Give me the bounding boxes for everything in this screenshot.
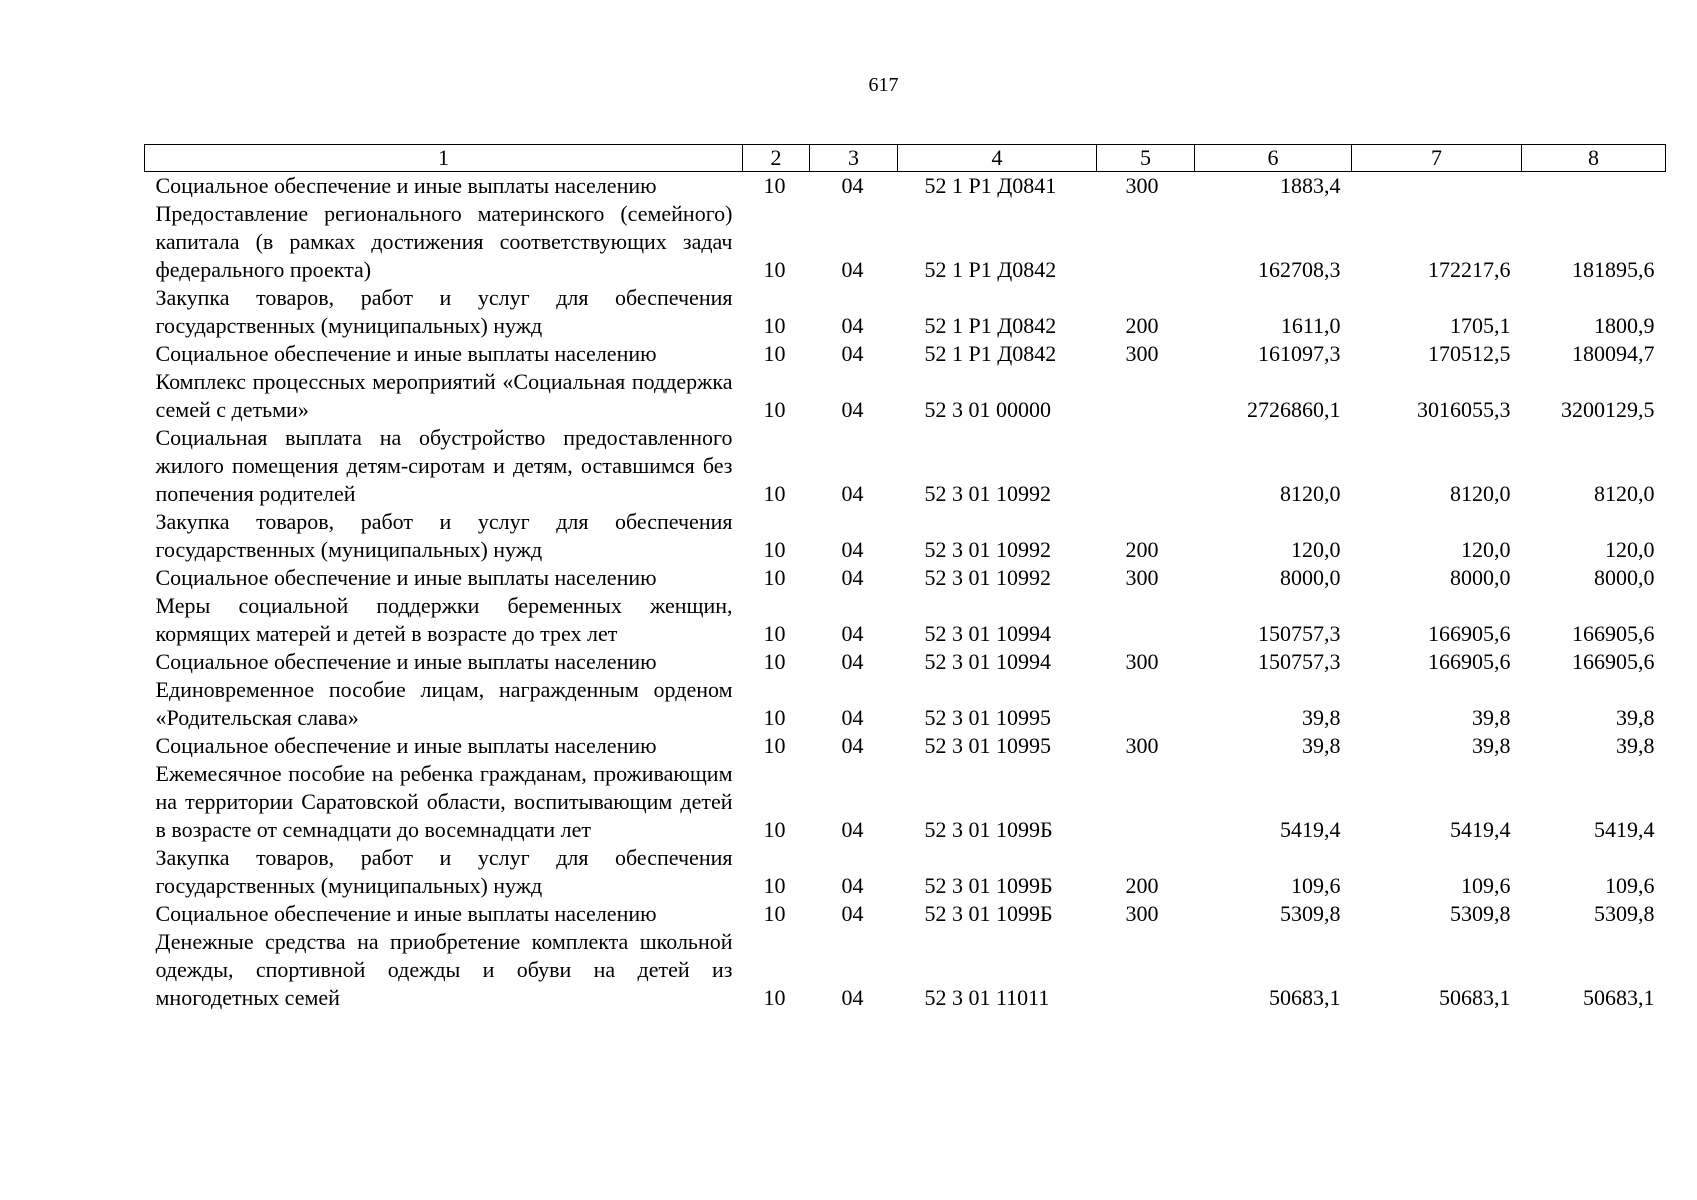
table-row bbox=[145, 424, 1666, 508]
table-header bbox=[145, 145, 1666, 172]
row-amount-year2-cell: 39,8 bbox=[1472, 705, 1511, 730]
row-section-cell: 10 bbox=[763, 341, 786, 366]
row-section-cell: 10 bbox=[763, 565, 786, 590]
row-name-cell: Предоставление регионального материнского (семейного) капитала (в рамках достижения соответствующих задач федерального проекта) bbox=[155, 201, 733, 282]
row-subsection-cell: 04 bbox=[841, 621, 864, 646]
row-amount-year3-cell: 1800,9 bbox=[1594, 313, 1655, 338]
row-name-cell: Социальная выплата на обустройство предоставленного жилого помещения детям-сиротам и детям, оставшимся без попечения родителей bbox=[155, 425, 733, 506]
row-target-code-cell: 52 3 01 10994 bbox=[924, 649, 1051, 674]
row-expense-type-cell: 200 bbox=[1125, 537, 1159, 562]
row-subsection-cell: 04 bbox=[841, 341, 864, 366]
budget-table bbox=[144, 144, 1666, 1012]
row-section-cell: 10 bbox=[763, 705, 786, 730]
row-expense-type-cell bbox=[1097, 424, 1195, 508]
table-row bbox=[145, 928, 1666, 1012]
row-amount-year2-cell: 8000,0 bbox=[1450, 565, 1511, 590]
column-header-3: 3 bbox=[810, 145, 898, 172]
row-subsection-cell: 04 bbox=[841, 873, 864, 898]
row-subsection-cell: 04 bbox=[841, 537, 864, 562]
row-section-cell: 10 bbox=[763, 901, 786, 926]
row-target-code-cell: 52 3 01 10995 bbox=[924, 733, 1051, 758]
row-subsection-cell: 04 bbox=[841, 565, 864, 590]
table-row bbox=[145, 200, 1666, 284]
row-subsection-cell: 04 bbox=[841, 313, 864, 338]
row-target-code-cell: 52 3 01 10992 bbox=[924, 565, 1051, 590]
row-target-code-cell: 52 1 Р1 Д0842 bbox=[924, 257, 1057, 282]
row-target-code-cell: 52 1 Р1 Д0842 bbox=[924, 313, 1057, 338]
row-subsection-cell: 04 bbox=[841, 817, 864, 842]
row-amount-year1-cell: 1883,4 bbox=[1280, 173, 1341, 198]
table-row bbox=[145, 844, 1666, 900]
table-body bbox=[145, 172, 1666, 1013]
table-row bbox=[145, 284, 1666, 340]
row-expense-type-cell: 300 bbox=[1125, 565, 1159, 590]
row-amount-year2-cell: 166905,6 bbox=[1428, 621, 1511, 646]
row-amount-year3-cell bbox=[1522, 172, 1666, 201]
row-name-cell: Ежемесячное пособие на ребенка гражданам, проживающим на территории Саратовской области, воспитывающим детей в возрасте от семнадцати до восемнадцати лет bbox=[155, 761, 733, 842]
table-row bbox=[145, 676, 1666, 732]
row-expense-type-cell: 200 bbox=[1125, 313, 1159, 338]
row-subsection-cell: 04 bbox=[841, 173, 864, 198]
row-target-code-cell: 52 1 Р1 Д0841 bbox=[924, 173, 1057, 198]
row-amount-year1-cell: 39,8 bbox=[1302, 733, 1341, 758]
row-amount-year3-cell: 120,0 bbox=[1605, 537, 1655, 562]
row-target-code-cell: 52 3 01 00000 bbox=[924, 397, 1051, 422]
row-target-code-cell: 52 3 01 10995 bbox=[924, 705, 1051, 730]
row-subsection-cell: 04 bbox=[841, 649, 864, 674]
row-target-code-cell: 52 3 01 10992 bbox=[924, 481, 1051, 506]
row-subsection-cell: 04 bbox=[841, 985, 864, 1010]
row-amount-year1-cell: 120,0 bbox=[1291, 537, 1341, 562]
column-header-7: 7 bbox=[1352, 145, 1522, 172]
row-amount-year1-cell: 50683,1 bbox=[1269, 985, 1341, 1010]
row-amount-year3-cell: 180094,7 bbox=[1572, 341, 1655, 366]
row-amount-year1-cell: 150757,3 bbox=[1258, 649, 1341, 674]
column-header-8: 8 bbox=[1522, 145, 1666, 172]
row-subsection-cell: 04 bbox=[841, 733, 864, 758]
row-expense-type-cell bbox=[1097, 760, 1195, 844]
row-amount-year3-cell: 166905,6 bbox=[1572, 621, 1655, 646]
row-expense-type-cell: 300 bbox=[1125, 649, 1159, 674]
row-amount-year3-cell: 3200129,5 bbox=[1561, 397, 1655, 422]
row-section-cell: 10 bbox=[763, 621, 786, 646]
table-row bbox=[145, 340, 1666, 368]
row-subsection-cell: 04 bbox=[841, 901, 864, 926]
row-section-cell: 10 bbox=[763, 537, 786, 562]
column-header-5: 5 bbox=[1097, 145, 1195, 172]
row-amount-year2-cell: 120,0 bbox=[1461, 537, 1511, 562]
row-amount-year3-cell: 50683,1 bbox=[1583, 985, 1655, 1010]
table-row bbox=[145, 732, 1666, 760]
row-section-cell: 10 bbox=[763, 397, 786, 422]
row-section-cell: 10 bbox=[763, 481, 786, 506]
row-expense-type-cell bbox=[1097, 368, 1195, 424]
row-expense-type-cell: 300 bbox=[1125, 733, 1159, 758]
table-row bbox=[145, 760, 1666, 844]
row-amount-year2-cell: 50683,1 bbox=[1439, 985, 1511, 1010]
row-expense-type-cell: 300 bbox=[1125, 341, 1159, 366]
row-amount-year3-cell: 181895,6 bbox=[1572, 257, 1655, 282]
row-section-cell: 10 bbox=[763, 173, 786, 198]
row-subsection-cell: 04 bbox=[841, 705, 864, 730]
row-expense-type-cell: 200 bbox=[1125, 873, 1159, 898]
row-amount-year1-cell: 161097,3 bbox=[1258, 341, 1341, 366]
row-section-cell: 10 bbox=[763, 873, 786, 898]
row-name-cell: Социальное обеспечение и иные выплаты населению bbox=[155, 901, 657, 926]
row-target-code-cell: 52 3 01 10994 bbox=[924, 621, 1051, 646]
row-amount-year2-cell: 3016055,3 bbox=[1417, 397, 1511, 422]
row-expense-type-cell: 300 bbox=[1125, 173, 1159, 198]
row-amount-year2-cell: 109,6 bbox=[1461, 873, 1511, 898]
row-amount-year1-cell: 1611,0 bbox=[1280, 313, 1341, 338]
row-amount-year1-cell: 8000,0 bbox=[1280, 565, 1341, 590]
row-amount-year2-cell: 5419,4 bbox=[1450, 817, 1511, 842]
row-amount-year1-cell: 150757,3 bbox=[1258, 621, 1341, 646]
row-target-code-cell: 52 3 01 11011 bbox=[924, 985, 1050, 1010]
row-amount-year3-cell: 8000,0 bbox=[1594, 565, 1655, 590]
row-target-code-cell: 52 1 Р1 Д0842 bbox=[924, 341, 1057, 366]
row-amount-year3-cell: 39,8 bbox=[1616, 705, 1655, 730]
row-name-cell: Социальное обеспечение и иные выплаты населению bbox=[155, 733, 657, 758]
row-name-cell: Социальное обеспечение и иные выплаты населению bbox=[155, 565, 657, 590]
row-amount-year2-cell: 39,8 bbox=[1472, 733, 1511, 758]
row-amount-year1-cell: 162708,3 bbox=[1258, 257, 1341, 282]
row-amount-year1-cell: 109,6 bbox=[1291, 873, 1341, 898]
row-expense-type-cell bbox=[1097, 200, 1195, 284]
row-amount-year1-cell: 5309,8 bbox=[1280, 901, 1341, 926]
row-amount-year1-cell: 39,8 bbox=[1302, 705, 1341, 730]
row-section-cell: 10 bbox=[763, 649, 786, 674]
column-header-1: 1 bbox=[145, 145, 743, 172]
row-target-code-cell: 52 3 01 1099Б bbox=[924, 873, 1053, 898]
row-section-cell: 10 bbox=[763, 257, 786, 282]
row-amount-year2-cell: 8120,0 bbox=[1450, 481, 1511, 506]
table-row bbox=[145, 508, 1666, 564]
table-row bbox=[145, 368, 1666, 424]
page-number: 617 bbox=[868, 74, 899, 96]
row-amount-year3-cell: 109,6 bbox=[1605, 873, 1655, 898]
column-header-4: 4 bbox=[898, 145, 1097, 172]
row-target-code-cell: 52 3 01 10992 bbox=[924, 537, 1051, 562]
row-name-cell: Закупка товаров, работ и услуг для обеспечения государственных (муниципальных) нужд bbox=[155, 509, 733, 562]
row-section-cell: 10 bbox=[763, 733, 786, 758]
column-header-6: 6 bbox=[1195, 145, 1352, 172]
row-amount-year2-cell: 170512,5 bbox=[1428, 341, 1511, 366]
row-amount-year1-cell: 8120,0 bbox=[1280, 481, 1341, 506]
row-expense-type-cell bbox=[1097, 676, 1195, 732]
row-subsection-cell: 04 bbox=[841, 481, 864, 506]
row-amount-year3-cell: 8120,0 bbox=[1594, 481, 1655, 506]
row-name-cell: Единовременное пособие лицам, награжденным орденом «Родительская слава» bbox=[155, 677, 733, 730]
row-amount-year2-cell: 172217,6 bbox=[1428, 257, 1511, 282]
row-subsection-cell: 04 bbox=[841, 397, 864, 422]
row-subsection-cell: 04 bbox=[841, 257, 864, 282]
row-amount-year2-cell: 166905,6 bbox=[1428, 649, 1511, 674]
table-row bbox=[145, 564, 1666, 592]
row-name-cell: Закупка товаров, работ и услуг для обеспечения государственных (муниципальных) нужд bbox=[155, 845, 733, 898]
row-name-cell: Социальное обеспечение и иные выплаты населению bbox=[155, 649, 657, 674]
table-row bbox=[145, 648, 1666, 676]
row-amount-year3-cell: 5309,8 bbox=[1594, 901, 1655, 926]
header-row bbox=[145, 145, 1666, 172]
row-amount-year3-cell: 166905,6 bbox=[1572, 649, 1655, 674]
row-amount-year2-cell: 5309,8 bbox=[1450, 901, 1511, 926]
row-name-cell: Комплекс процессных мероприятий «Социальная поддержка семей с детьми» bbox=[155, 369, 733, 422]
row-expense-type-cell: 300 bbox=[1125, 901, 1159, 926]
row-section-cell: 10 bbox=[763, 313, 786, 338]
row-expense-type-cell bbox=[1097, 928, 1195, 1012]
row-target-code-cell: 52 3 01 1099Б bbox=[924, 901, 1053, 926]
row-name-cell: Денежные средства на приобретение комплекта школьной одежды, спортивной одежды и обуви на детей из многодетных семей bbox=[155, 929, 733, 1010]
row-amount-year1-cell: 5419,4 bbox=[1280, 817, 1341, 842]
row-name-cell: Социальное обеспечение и иные выплаты населению bbox=[155, 341, 657, 366]
column-header-2: 2 bbox=[743, 145, 810, 172]
row-name-cell: Закупка товаров, работ и услуг для обеспечения государственных (муниципальных) нужд bbox=[155, 285, 733, 338]
row-name-cell: Меры социальной поддержки беременных женщин, кормящих матерей и детей в возрасте до трех лет bbox=[155, 593, 733, 646]
table-row bbox=[145, 900, 1666, 928]
row-target-code-cell: 52 3 01 1099Б bbox=[924, 817, 1053, 842]
row-section-cell: 10 bbox=[763, 985, 786, 1010]
row-amount-year2-cell bbox=[1352, 172, 1522, 201]
row-expense-type-cell bbox=[1097, 592, 1195, 648]
row-amount-year3-cell: 39,8 bbox=[1616, 733, 1655, 758]
row-amount-year1-cell: 2726860,1 bbox=[1247, 397, 1341, 422]
table-row bbox=[145, 592, 1666, 648]
row-section-cell: 10 bbox=[763, 817, 786, 842]
row-amount-year2-cell: 1705,1 bbox=[1450, 313, 1511, 338]
row-name-cell: Социальное обеспечение и иные выплаты населению bbox=[155, 173, 657, 198]
row-amount-year3-cell: 5419,4 bbox=[1594, 817, 1655, 842]
table-row bbox=[145, 172, 1666, 201]
